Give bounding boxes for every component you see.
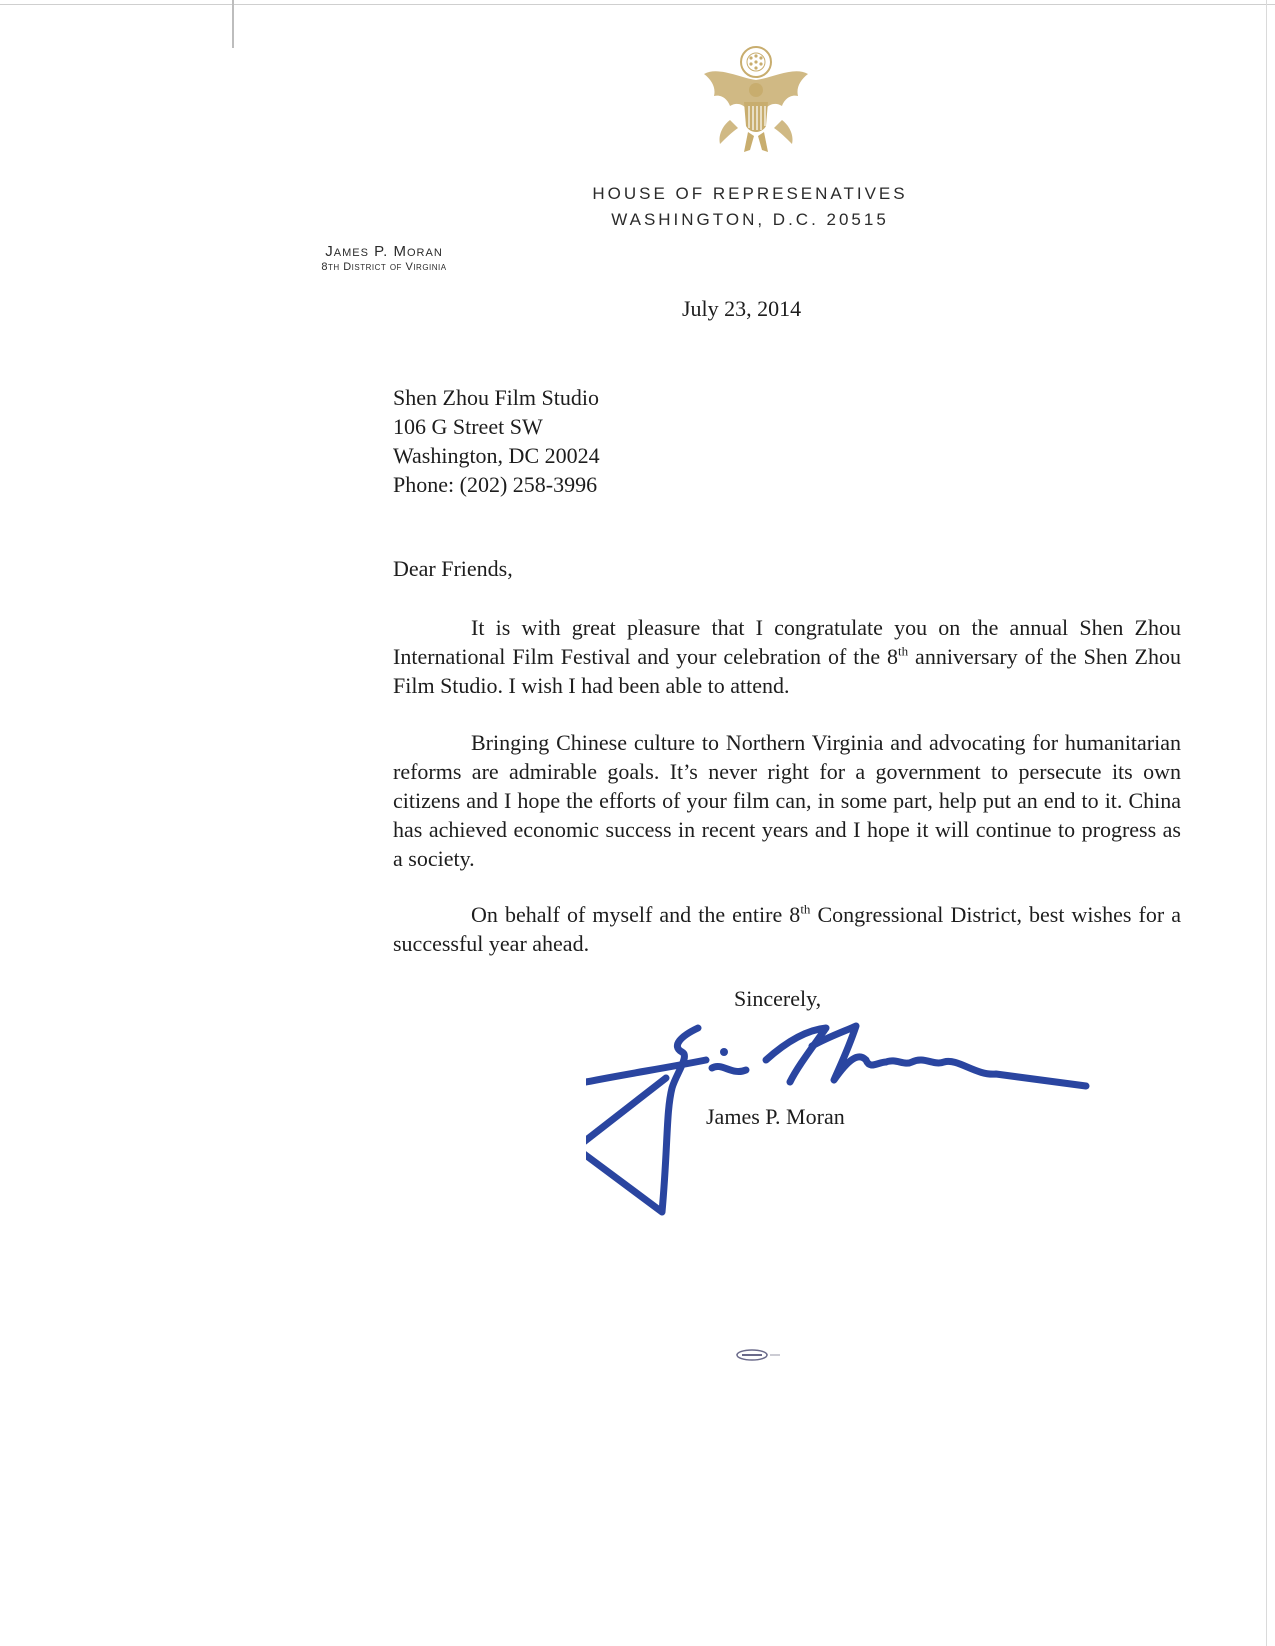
recipient-street: 106 G Street SW <box>393 414 543 439</box>
p2-text: Bringing Chinese culture to Northern Virginia and advocating for humanitarian reforms are admirable goals. It’s never right for a government to persecute its own citizens and I hope the efforts of your film can, in some part, help put an end to it. China has achieved economic success in recent years and I hope it will continue to progress as a society. <box>393 730 1181 871</box>
letterhead-institution: HOUSE OF REPRESENATIVES <box>592 184 908 203</box>
letterhead-city: WASHINGTON, D.C. 20515 <box>611 210 889 229</box>
body-paragraph-3 <box>393 900 1181 958</box>
great-seal-icon <box>700 40 812 158</box>
p3-text-end: Congressional District, best wishes for a successful year ahead. <box>393 902 1182 956</box>
recipient-name: Shen Zhou Film Studio <box>393 385 599 410</box>
signer-name: James P. Moran <box>706 1104 845 1129</box>
recipient-phone: Phone: (202) 258-3996 <box>393 472 598 497</box>
body-paragraph-2 <box>393 728 1181 873</box>
salutation: Dear Friends, <box>393 556 513 581</box>
member-district: 8th District of Virginia <box>321 261 447 273</box>
closing: Sincerely, <box>734 986 822 1011</box>
p3-ordinal-suffix: th <box>800 901 811 917</box>
body-paragraph-1 <box>393 613 1181 700</box>
p3-text-start: On behalf of myself and the entire 8 <box>471 902 801 927</box>
p1-text-end: anniversary of the Shen Zhou Film Studio. I wish I had been able to attend. <box>393 644 1181 698</box>
p1-text-start: It is with great pleasure that I congratulate you on the annual Shen Zhou International Film Festival and your celebration of the 8 <box>393 615 1181 669</box>
member-name: James P. Moran <box>325 243 443 260</box>
p1-ordinal-suffix: th <box>898 643 909 659</box>
scan-edge-top <box>0 4 1275 5</box>
recipient-city: Washington, DC 20024 <box>393 443 600 468</box>
printer-union-bug-icon <box>734 1348 784 1362</box>
scan-edge-corner <box>232 0 234 48</box>
scan-edge-right <box>1266 0 1267 1646</box>
letter-date: July 23, 2014 <box>682 296 802 321</box>
signature-icon <box>586 1016 1136 1236</box>
